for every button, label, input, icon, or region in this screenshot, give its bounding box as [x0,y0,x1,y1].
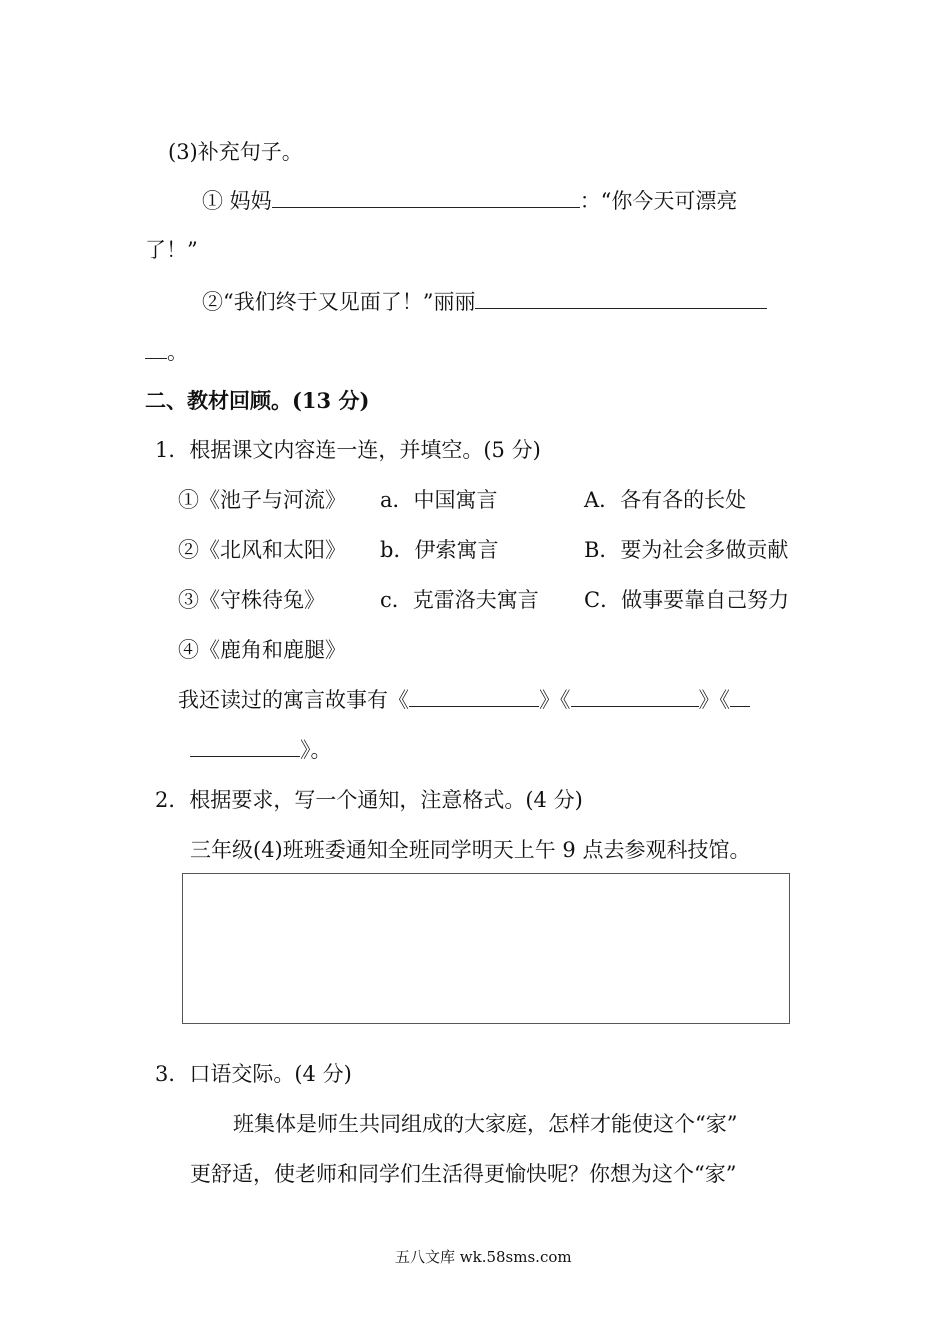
sentence-2-end-line [145,338,188,366]
q1-book-blank-3[interactable] [730,686,750,707]
q1-fill-end: 。 [310,738,332,762]
section-2-heading: 二、教材回顾。(13 分) [145,388,370,413]
sentence-1-continuation: 了！” [145,238,198,262]
sentence-2-blank[interactable] [475,288,767,309]
notice-answer-box[interactable] [182,873,790,1024]
q1-book-blank-3-cont[interactable] [190,736,300,757]
q2-title: 2．根据要求，写一个通知，注意格式。(4 分) [155,788,583,812]
sentence-2-end: 。 [167,340,188,364]
q1-fill-line [178,686,750,714]
book-open-mark: 《 [388,688,409,712]
q1-col1-item: ④《鹿角和鹿腿》 [178,638,346,662]
q1-col2-item: b．伊索寓言 [380,538,499,562]
sentence-1-suffix: ：“你今天可漂亮 [579,189,738,213]
q1-col3-item: A．各有各的长处 [584,488,747,512]
q1-col3-item: C．做事要靠自己努力 [584,588,790,612]
q1-fill-prefix: 我还读过的寓言故事有 [178,688,388,712]
book-open-mark: 《 [560,688,571,712]
sentence-1-prefix: ① 妈妈 [202,189,272,213]
sentence-2-line [202,288,767,316]
q1-col1-item: ②《北风和太阳》 [178,538,346,562]
q3-paragraph-line-2: 更舒适，使老师和同学们生活得更愉快呢？你想为这个“家” [190,1162,737,1186]
q1-book-blank-1[interactable] [409,686,539,707]
q2-prompt: 三年级(4)班班委通知全班同学明天上午 9 点去参观科技馆。 [190,838,751,862]
book-close-mark: 》 [300,738,311,762]
q1-col2-item: c．克雷洛夫寓言 [380,588,539,612]
footer-watermark: 五八文库 wk.58sms.com [395,1248,572,1266]
sentence-1-blank[interactable] [272,187,580,208]
q1-col1-item: ③《守株待兔》 [178,588,325,612]
book-close-mark: 》 [539,688,560,712]
sentence-2-prefix: ②“我们终于又见面了！”丽丽 [202,290,476,314]
q3-title: 3．口语交际。(4 分) [155,1062,352,1086]
sentence-1-line [202,187,737,215]
q1-col2-item: a．中国寓言 [380,488,498,512]
q1-fill-line-cont [190,736,332,764]
q1-col3-item: B．要为社会多做贡献 [584,538,789,562]
q1-title: 1．根据课文内容连一连，并填空。(5 分) [155,438,541,462]
question-3-title: (3)补充句子。 [168,140,303,164]
book-close-mark: 》 [698,688,720,712]
q3-paragraph-line-1: 班集体是师生共同组成的大家庭，怎样才能使这个“家” [233,1112,738,1136]
sentence-2-blank-cont[interactable] [145,338,167,359]
q1-book-blank-2[interactable] [571,686,699,707]
book-open-mark: 《 [719,688,730,712]
q1-col1-item: ①《池子与河流》 [178,488,346,512]
